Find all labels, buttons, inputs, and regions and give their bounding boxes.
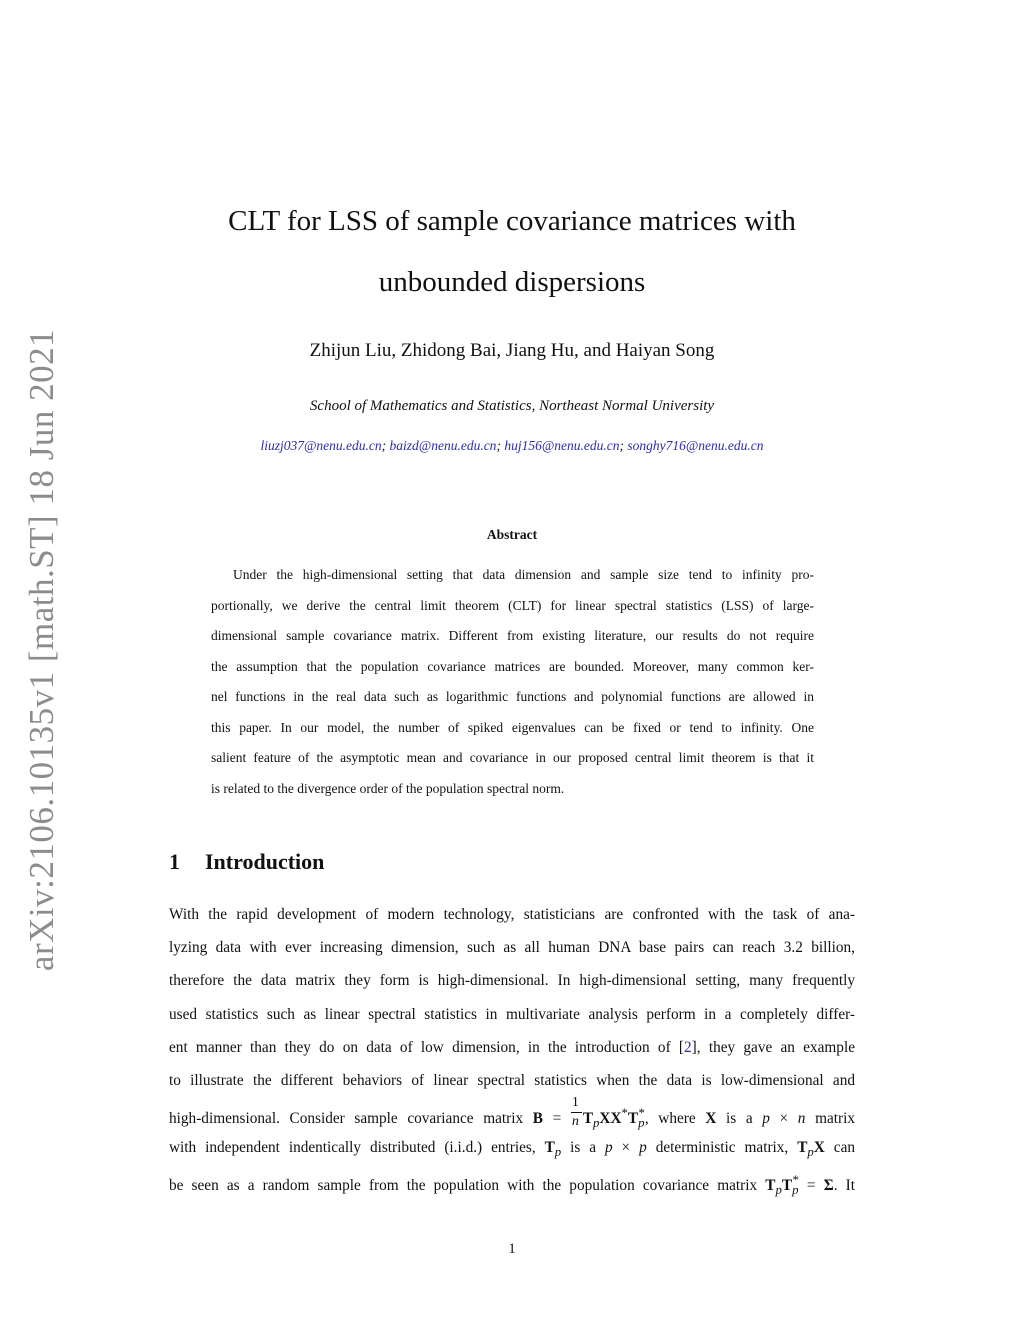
arxiv-identifier: arXiv:2106.10135v1 [math.ST] 18 Jun 2021 bbox=[22, 328, 61, 972]
page-number: 1 bbox=[508, 1241, 516, 1257]
body-line: With the rapid development of modern technology, statisticians are confronted with the task of ana- bbox=[169, 906, 855, 923]
body-text: . It bbox=[833, 1177, 855, 1195]
abstract-line: is related to the divergence order of the population spectral norm. bbox=[211, 781, 565, 796]
body-text: is a bbox=[561, 1139, 605, 1156]
email-link-song[interactable]: songhy716@nenu.edu.cn bbox=[627, 438, 764, 453]
section-title: Introduction bbox=[205, 849, 325, 874]
email-link-liu[interactable]: liuzj037@nenu.edu.cn bbox=[260, 438, 382, 453]
citation-link[interactable]: 2 bbox=[684, 1039, 692, 1056]
affiliation: School of Mathematics and Statistics, Northeast Normal University bbox=[309, 398, 715, 414]
body-text: can bbox=[824, 1139, 856, 1156]
abstract-line: Under the high-dimensional setting that data dimension and sample size tend to infinity pro- bbox=[233, 567, 814, 582]
author-list: Zhijun Liu, Zhidong Bai, Jiang Hu, and Haiyan Song bbox=[309, 340, 715, 361]
abstract-line: dimensional sample covariance matrix. Different from existing literature, our results do not require bbox=[211, 628, 814, 643]
body-text: ], they gave an example bbox=[691, 1039, 855, 1056]
body-text: be seen as a random sample from the population with the population covariance matrix bbox=[169, 1177, 766, 1195]
body-line: lyzing data with ever increasing dimension, such as all human DNA base pairs can reach 3.2 billion, bbox=[169, 939, 855, 956]
email-link-bai[interactable]: baizd@nenu.edu.cn bbox=[389, 438, 497, 453]
body-line: to illustrate the different behaviors of linear spectral statistics when the data is low-dimensional and bbox=[169, 1072, 855, 1089]
email-link-hu[interactable]: huj156@nenu.edu.cn bbox=[504, 438, 620, 453]
body-line: with independent indentically distributed (i.i.d.) entries, $T_p$ is a p × p deterministic matrix, $T_pX$ can bbox=[169, 1139, 856, 1160]
matrix-symbol: B bbox=[532, 1110, 543, 1128]
body-text: is a bbox=[716, 1110, 763, 1128]
body-line: used statistics such as linear spectral statistics in multivariate analysis perform in a completely differ- bbox=[169, 1006, 855, 1023]
abstract-line: portionally, we derive the central limit theorem (CLT) for linear spectral statistics (LSS) of large- bbox=[211, 598, 814, 613]
body-line: be seen as a random sample from the population with the population covariance matrix $T_pT_p^* = \Sigma$. It bbox=[169, 1173, 855, 1198]
body-text: matrix bbox=[805, 1110, 856, 1128]
paper-title-line-2: unbounded dispersions bbox=[378, 266, 646, 298]
body-text: deterministic matrix, bbox=[646, 1139, 798, 1156]
abstract-line: this paper. In our model, the number of spiked eigenvalues can be fixed or tend to infinity. One bbox=[211, 720, 814, 735]
body-text: with independent indentically distributed (i.i.d.) entries, bbox=[169, 1139, 545, 1156]
paper-title-line-1: CLT for LSS of sample covariance matrices with bbox=[228, 205, 796, 237]
fraction-one-over-n: $\frac{1}{n}$ bbox=[571, 1111, 583, 1129]
body-line bbox=[169, 1039, 855, 1057]
body-text: high-dimensional. Consider sample covariance matrix bbox=[169, 1110, 533, 1128]
abstract-line: salient feature of the asymptotic mean and covariance in our proposed central limit theorem is that it bbox=[211, 750, 814, 765]
section-number: 1 bbox=[169, 849, 180, 874]
body-line: high-dimensional. Consider sample covariance matrix B = $\frac{1}{n}$ $T_pXX^*T_p^*$, where X is a p × n matrix bbox=[169, 1094, 856, 1131]
body-text: , where bbox=[644, 1110, 706, 1128]
email-list: liuzj037@nenu.edu.cn; baizd@nenu.edu.cn; huj156@nenu.edu.cn; songhy716@nenu.edu.cn bbox=[260, 438, 764, 453]
abstract-line: the assumption that the population covariance matrices are bounded. Moreover, many common ker- bbox=[211, 659, 814, 674]
body-line: therefore the data matrix they form is high-dimensional. In high-dimensional setting, many frequently bbox=[169, 972, 855, 989]
abstract-line: nel functions in the real data such as logarithmic functions and polynomial functions are allowed in bbox=[211, 689, 814, 704]
body-text: ent manner than they do on data of low dimension, in the introduction of [ bbox=[169, 1039, 685, 1056]
abstract-heading: Abstract bbox=[486, 527, 538, 542]
